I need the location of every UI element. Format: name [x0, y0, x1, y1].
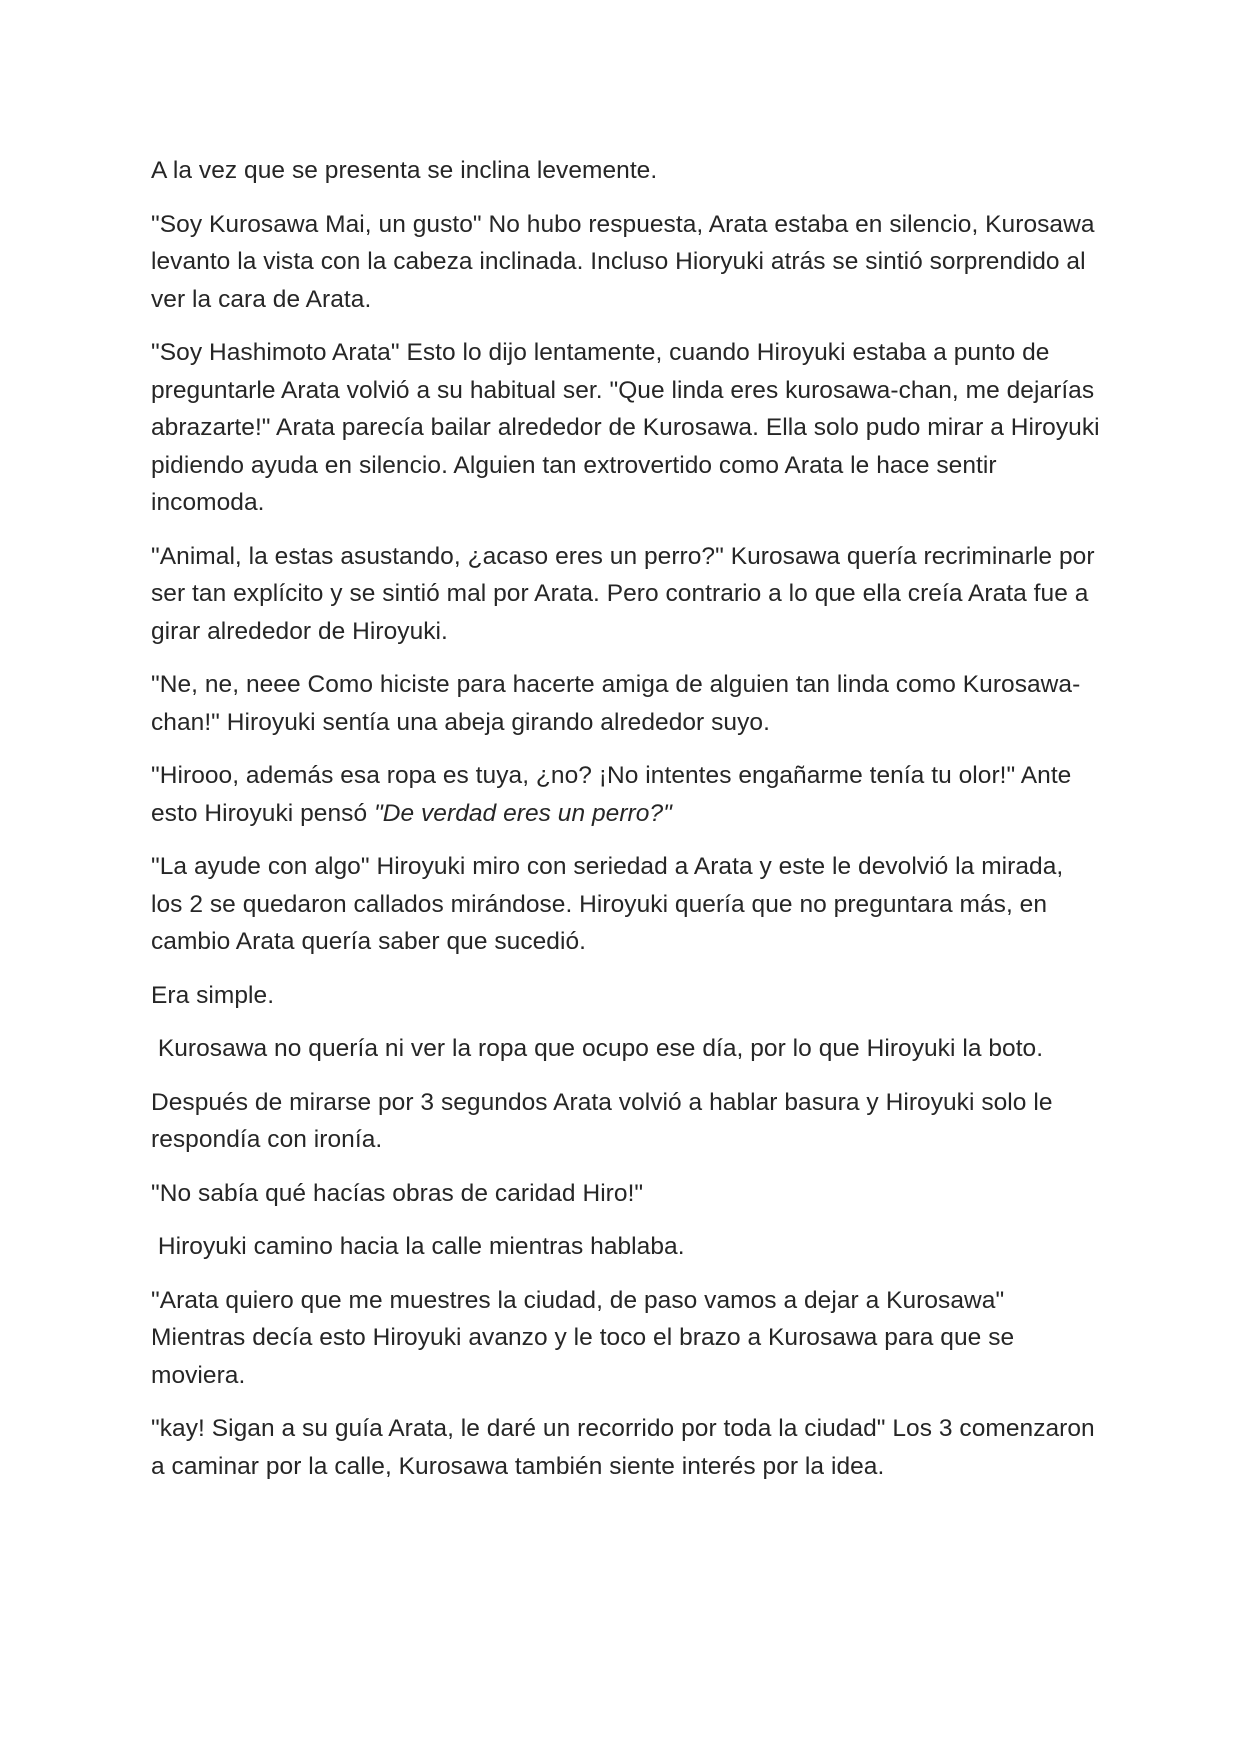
paragraph-9: Kurosawa no quería ni ver la ropa que ocupo ese día, por lo que Hiroyuki la boto. — [151, 1035, 1044, 1062]
paragraph-5: "Ne, ne, neee Como hiciste para hacerte amiga de alguien tan linda como Kurosawa-chan!" Hiroyuki sentía una abeja girando alrededor suyo. — [151, 671, 1081, 736]
paragraph-12: Hiroyuki camino hacia la calle mientras hablaba. — [151, 1233, 685, 1260]
body-text — [151, 152, 1107, 1501]
paragraph-10: Después de mirarse por 3 segundos Arata volvió a hablar basura y Hiroyuki solo le respondía con ironía. — [151, 1088, 1060, 1153]
paragraph-4: "Animal, la estas asustando, ¿acaso eres un perro?" Kurosawa quería recriminarle por ser tan explícito y se sintió mal por Arata. Pero contrario a lo que ella creía Arata fue a girar alrededor de Hiroyuki. — [151, 542, 1102, 645]
paragraph-6 — [151, 757, 1101, 832]
paragraph-1: A la vez que se presenta se inclina levemente. — [151, 157, 658, 184]
paragraph-13: "Arata quiero que me muestres la ciudad, de paso vamos a dejar a Kurosawa" Mientras decía esto Hiroyuki avanzo y le toco el brazo a Kurosawa para que se moviera. — [151, 1286, 1022, 1389]
paragraph-6-italic-thought: "De verdad eres un perro?" — [373, 799, 672, 827]
paragraph-11: "No sabía qué hacías obras de caridad Hiro!" — [151, 1179, 644, 1207]
paragraph-6-text: "Hirooo, además esa ropa es tuya, ¿no? ¡No intentes engañarme tenía tu olor!" Ante esto Hiroyuki pensó — [151, 762, 1079, 827]
paragraph-14: "kay! Sigan a su guía Arata, le daré un recorrido por toda la ciudad" Los 3 comenzaron a caminar por la calle, Kurosawa también siente interés por la idea. — [151, 1415, 1102, 1480]
paragraph-8: Era simple. — [151, 981, 275, 1009]
paragraph-3: "Soy Hashimoto Arata" Esto lo dijo lentamente, cuando Hiroyuki estaba a punto de preguntarle Arata volvió a su habitual ser. "Que linda eres kurosawa-chan, me dejarías abrazarte!" Arata parecía bailar alrededor de Kurosawa. Ella solo pudo mirar a Hiroyuki pidiendo ayuda en silencio. Alguien tan extrovertido como Arata le hace sentir incomoda. — [151, 339, 1107, 516]
paragraph-2: "Soy Kurosawa Mai, un gusto" No hubo respuesta, Arata estaba en silencio, Kurosawa levanto la vista con la cabeza inclinada. Incluso Hioryuki atrás se sintió sorprendido al ver la cara de Arata. — [151, 210, 1102, 313]
paragraph-7: "La ayude con algo" Hiroyuki miro con seriedad a Arata y este le devolvió la mirada, los 2 se quedaron callados mirándose. Hiroyuki quería que no preguntara más, en cambio Arata quería saber que sucedió. — [151, 853, 1071, 955]
